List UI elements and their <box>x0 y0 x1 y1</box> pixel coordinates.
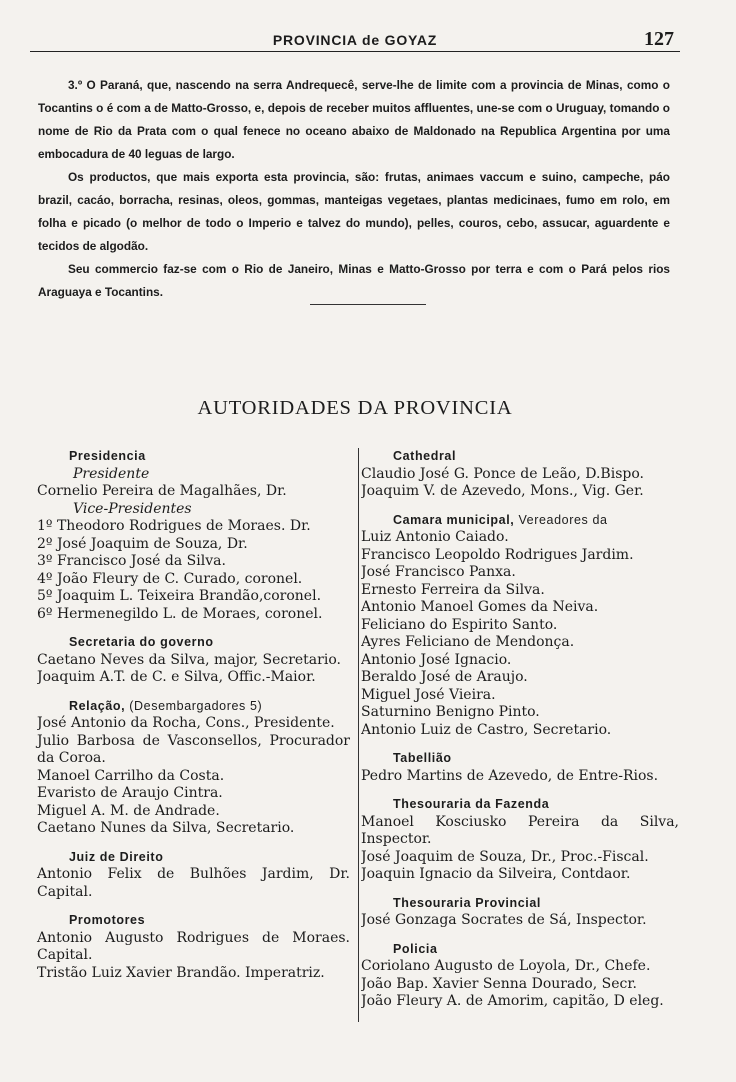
presidencia-block <box>37 448 350 623</box>
secretaria-entry: Caetano Neves da Silva, major, Secretario. <box>37 651 341 668</box>
camara-block <box>361 512 679 740</box>
policia-entry: Coriolano Augusto de Loyola, Dr., Chefe. <box>361 958 651 974</box>
vice-presidentes-label: Vice-Presidentes <box>73 500 192 517</box>
relacao-entry: Miguel A. M. de Andrade. <box>37 802 220 819</box>
promotor-entry: Antonio Augusto Rodrigues de Moraes. Capital. <box>37 929 350 963</box>
vice-entry: 4º João Fleury de C. Curado, coronel. <box>37 570 303 587</box>
fazenda-entry: Manoel Kosciusko Pereira da Silva, Inspector. <box>361 813 679 847</box>
vereador-entry: Antonio José Ignacio. <box>361 651 512 668</box>
vereador-entry: Francisco Leopoldo Rodrigues Jardim. <box>361 546 634 563</box>
vereador-entry: Saturnino Benigno Pinto. <box>361 704 540 720</box>
secretaria-block <box>37 634 350 687</box>
right-column <box>358 448 679 1022</box>
tabelliao-block <box>361 750 679 785</box>
vice-entry: 6º Hermenegildo L. de Moraes, coronel. <box>37 605 323 622</box>
tabelliao-heading: Tabellião <box>393 751 452 765</box>
promotor-entry: Tristão Luiz Xavier Brandão. Imperatriz. <box>37 964 325 981</box>
tabelliao-entry: Pedro Martins de Azevedo, de Entre-Rios. <box>361 767 659 784</box>
vereador-entry: José Francisco Panxa. <box>361 564 516 580</box>
relacao-entry: Manoel Carrilho da Costa. <box>37 767 225 784</box>
presidencia-heading: Presidencia <box>69 449 146 463</box>
relacao-heading <box>37 698 350 716</box>
tesouraria-fazenda-heading: Thesouraria da Fazenda <box>393 797 550 811</box>
cathedral-block <box>361 448 679 501</box>
relacao-entry: José Antonio da Rocha, Cons., Presidente. <box>37 715 335 731</box>
promotores-block <box>37 912 350 982</box>
relacao-heading-label: Relação, <box>69 698 126 713</box>
fazenda-entry: Joaquin Ignacio da Silveira, Contdaor. <box>361 866 631 882</box>
vice-entry: 2º José Joaquim de Souza, Dr. <box>37 535 248 552</box>
vice-entry: 3º Francisco José da Silva. <box>37 553 226 569</box>
relacao-block <box>37 698 350 838</box>
section-title: AUTORIDADES DA PROVINCIA <box>197 397 513 419</box>
vereador-entry: Ernesto Ferreira da Silva. <box>361 581 545 598</box>
paragraph-parana: 3.º O Paraná, que, nascendo na serra Andrequecê, serve-lhe de limite com a provincia de Minas, como o Tocantins o é com a de Matto-Grosso, e, depois de receber muitos affluentes, une-se com o Uruguay, tomando o nome de Rio da Prata com o qual fenece no oceano abaixo de Maldonado na Republica Argentina por uma embocadura de 40 leguas de largo. <box>38 78 670 161</box>
vice-entry: 1º Theodoro Rodrigues de Moraes. Dr. <box>37 518 311 534</box>
provincial-entry: José Gonzaga Socrates de Sá, Inspector. <box>361 912 647 928</box>
paragraph-commercio: Seu commercio faz-se com o Rio de Janeiro, Minas e Matto-Grosso por terra e com o Pará pelos rios Araguaya e Tocantins. <box>38 262 670 299</box>
page-header <box>30 26 680 52</box>
secretaria-entry: Joaquim A.T. de C. e Silva, Offic.-Maior. <box>37 669 316 685</box>
vereador-entry: Feliciano do Espirito Santo. <box>361 616 558 633</box>
policia-heading: Policia <box>393 941 438 956</box>
juiz-heading: Juiz de Direito <box>69 849 164 864</box>
intro-text <box>38 74 670 304</box>
vereador-entry: Ayres Feliciano de Mendonça. <box>361 634 575 650</box>
vereador-entry: Antonio Manoel Gomes da Neiva. <box>361 599 599 615</box>
paragraph-productos: Os productos, que mais exporta esta provincia, são: frutas, animaes vaccum e suino, campeche, páo brazil, cacáo, borracha, resinas, oleos, gommas, manteigas vegetaes, plantas medicinaes, fumo em rolo, em folha e picado (o melhor de todo o Imperio e talvez do mundo), pelles, couros, cebo, assucar, aguardente e tecidos de algodão. <box>38 170 670 253</box>
juiz-block <box>37 849 350 902</box>
vice-entry: 5º Joaquim L. Teixeira Brandão,coronel. <box>37 588 322 604</box>
promotores-heading: Promotores <box>69 913 146 927</box>
relacao-heading-note: (Desembargadores 5) <box>129 698 263 713</box>
policia-block <box>361 941 679 1011</box>
cathedral-entry: Claudio José G. Ponce de Leão, D.Bispo. <box>361 465 644 482</box>
relacao-entry: Julio Barbosa de Vasconsellos, Procurador da Coroa. <box>37 732 350 766</box>
fazenda-entry: José Joaquim de Souza, Dr., Proc.-Fiscal. <box>361 848 649 865</box>
relacao-entry: Evaristo de Araujo Cintra. <box>37 785 223 801</box>
left-column <box>37 448 350 993</box>
camara-secretario-entry: Antonio Luiz de Castro, Secretario. <box>361 721 612 738</box>
tesouraria-provincial-heading: Thesouraria Provincial <box>393 895 541 910</box>
presidente-entry: Cornelio Pereira de Magalhães, Dr. <box>37 483 287 499</box>
camara-heading <box>361 512 679 530</box>
cathedral-entry: Joaquim V. de Azevedo, Mons., Vig. Ger. <box>361 483 644 499</box>
header-rule <box>30 51 680 52</box>
policia-entry: João Fleury A. de Amorim, capitão, D eleg. <box>361 993 664 1009</box>
camara-heading-note: Vereadores da <box>518 512 608 527</box>
page-number: 127 <box>644 28 674 50</box>
presidente-label: Presidente <box>73 465 150 482</box>
cathedral-heading: Cathedral <box>393 449 457 463</box>
vereador-entry: Beraldo José de Araujo. <box>361 669 528 685</box>
policia-entry: João Bap. Xavier Senna Dourado, Secr. <box>361 975 637 992</box>
tesouraria-provincial-block <box>361 895 679 930</box>
vereador-entry: Miguel José Vieira. <box>361 686 496 703</box>
tesouraria-fazenda-block <box>361 796 679 884</box>
relacao-entry: Caetano Nunes da Silva, Secretario. <box>37 820 295 836</box>
secretaria-heading: Secretaria do governo <box>69 635 214 649</box>
camara-heading-label: Camara municipal, <box>393 512 515 527</box>
section-divider <box>310 304 426 305</box>
juiz-entry: Antonio Felix de Bulhões Jardim, Dr. Capital. <box>37 866 350 900</box>
vereador-entry: Luiz Antonio Caiado. <box>361 529 509 545</box>
running-title: PROVINCIA de GOYAZ <box>272 32 438 48</box>
